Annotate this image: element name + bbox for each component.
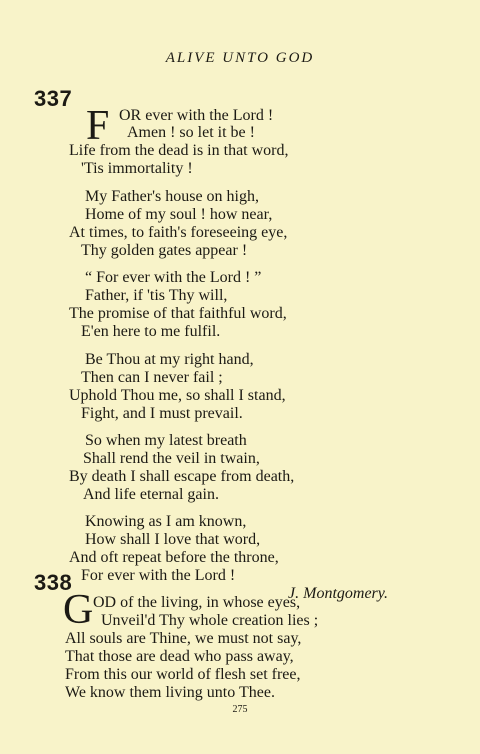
verse-line: Knowing as I am known, xyxy=(85,513,247,530)
verse-line: OR ever with the Lord ! xyxy=(119,107,274,124)
verse-line: 'Tis immortality ! xyxy=(81,160,193,177)
verse-line: Fight, and I must prevail. xyxy=(81,405,243,422)
verse-line: So when my latest breath xyxy=(85,432,247,449)
verse-line: The promise of that faithful word, xyxy=(69,305,287,322)
drop-cap: F xyxy=(86,103,110,149)
hymn-number: 337 xyxy=(34,86,73,111)
verse-line: Thy golden gates appear ! xyxy=(81,242,248,259)
verse-line: Unveil'd Thy whole creation lies ; xyxy=(101,612,319,629)
verse-line: Home of my soul ! how near, xyxy=(85,206,273,223)
verse-line: All souls are Thine, we must not say, xyxy=(65,630,302,647)
verse-line: OD of the living, in whose eyes, xyxy=(93,594,301,611)
verse-line: And oft repeat before the throne, xyxy=(69,549,279,566)
verse-line: Amen ! so let it be ! xyxy=(127,124,255,141)
verse-line: For ever with the Lord ! xyxy=(81,567,236,584)
verse-line: Uphold Thou me, so shall I stand, xyxy=(69,387,286,404)
running-head: ALIVE UNTO GOD xyxy=(165,50,315,66)
verse-line: E'en here to me fulfil. xyxy=(81,323,221,340)
verse-line: How shall I love that word, xyxy=(85,531,261,548)
drop-cap: G xyxy=(63,587,94,633)
verse-line: “ For ever with the Lord ! ” xyxy=(85,269,262,286)
verse-line: Shall rend the veil in twain, xyxy=(83,450,260,467)
verse-line: Then can I never fail ; xyxy=(81,369,223,386)
verse-line: By death I shall escape from death, xyxy=(69,468,295,485)
verse-line: Be Thou at my right hand, xyxy=(85,351,254,368)
verse-line: And life eternal gain. xyxy=(83,486,219,503)
page-number: 275 xyxy=(232,704,248,715)
verse-line: From this our world of flesh set free, xyxy=(65,666,301,683)
verse-line: Life from the dead is in that word, xyxy=(69,142,289,159)
verse-line: At times, to faith's foreseeing eye, xyxy=(69,224,288,241)
author-attribution: J. Montgomery. xyxy=(288,585,388,602)
hymn-number: 338 xyxy=(34,570,73,595)
verse-line: We know them living unto Thee. xyxy=(65,684,275,701)
verse-line: That those are dead who pass away, xyxy=(65,648,294,665)
verse-line: Father, if 'tis Thy will, xyxy=(85,287,228,304)
verse-line: My Father's house on high, xyxy=(85,188,259,205)
